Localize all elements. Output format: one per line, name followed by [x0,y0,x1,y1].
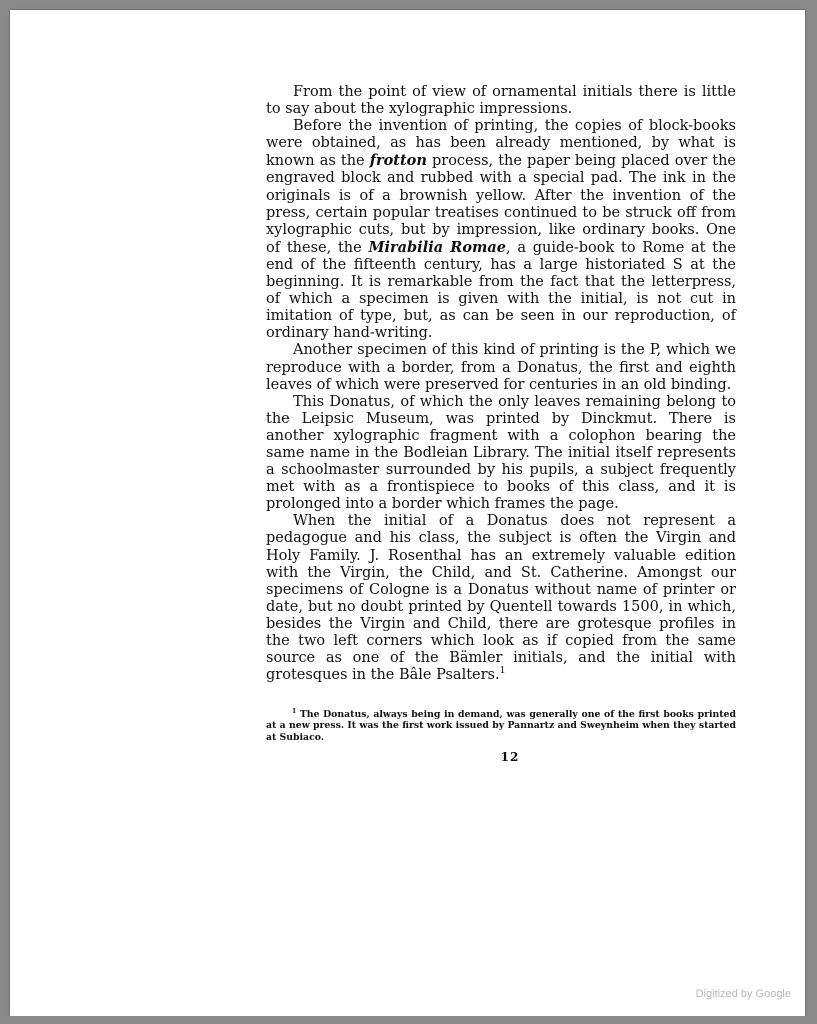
footnote-marker: 1 [292,707,297,715]
paragraph-5-text: When the initial of a Donatus does not represent a pedagogue and his class, the subject is often the Virgin and Holy Family. J. Rosenthal has an extremely valuable edition with the Virgin, the Child, and St. Catherine. Amongst our specimens of Cologne is a Donatus without name of printer or date, but no doubt printed by Quentell towards 1500, in which, besides the Virgin and Child, there are grotesque profiles in the two left corners which look as if copied from the same source as one of the Bämler initials, and the initial with grotesques in the Bâle Psalters. [266,513,736,684]
paragraph-2-part-1: Before the invention of printing, the copies of block-books were obtained, as has been already mentioned, by what is known as the [266,118,736,170]
paragraph-5 [266,513,736,684]
digitized-watermark: Digitized by Google [695,988,791,1000]
paragraph-2-part-3: , a guide-book to Rome at the end of the fifteenth century, has a large historiated S at the beginning. It is remarkable from the fact that the letterpress, of which a specimen is given with the initial, is not cut in imitation of type, but, as can be seen in our reproduction, of ordinary hand-writing. [266,239,736,342]
footnote-reference: 1 [499,665,506,677]
paragraph-2-part-2: process, the paper being placed over the engraved block and rubbed with a special pad. The ink in the originals is of a brownish yellow. After the invention of the press, certain popular treatises continued to be struck off from xylographic cuts, but by impression, like ordinary books. One of these, the [266,153,736,256]
paragraph-4: This Donatus, of which the only leaves remaining belong to the Leipsic Museum, was printed by Dinckmut. There is another xylographic fragment with a colophon bearing the same name in the Bodleian Library. The initial itself represents a schoolmaster surrounded by his pupils, a subject frequently met with as a frontispiece to books of this class, and it is prolonged into a border which frames the page. [266,393,736,513]
page-number: 12 [500,750,520,764]
viewer-bottom-edge [0,1016,817,1024]
body-text [266,84,736,684]
paragraph-1: From the point of view of ornamental initials there is little to say about the xylographic impressions. [266,84,736,118]
footnote-paragraph [266,709,736,743]
document-page [10,10,805,1016]
footnote [266,709,736,743]
paragraph-2 [266,118,736,342]
term-frotton: frotton [369,152,427,170]
paragraph-3: Another specimen of this kind of printing is the P, which we reproduce with a border, from a Donatus, the first and eighth leaves of which were preserved for centuries in an old binding. [266,342,736,393]
title-mirabilia-romae: Mirabilia Romae [368,238,506,256]
footnote-text: The Donatus, always being in demand, was generally one of the first books printed at a new press. It was the first work issued by Pannartz and Sweynheim when they started at Subiaco. [266,709,736,743]
